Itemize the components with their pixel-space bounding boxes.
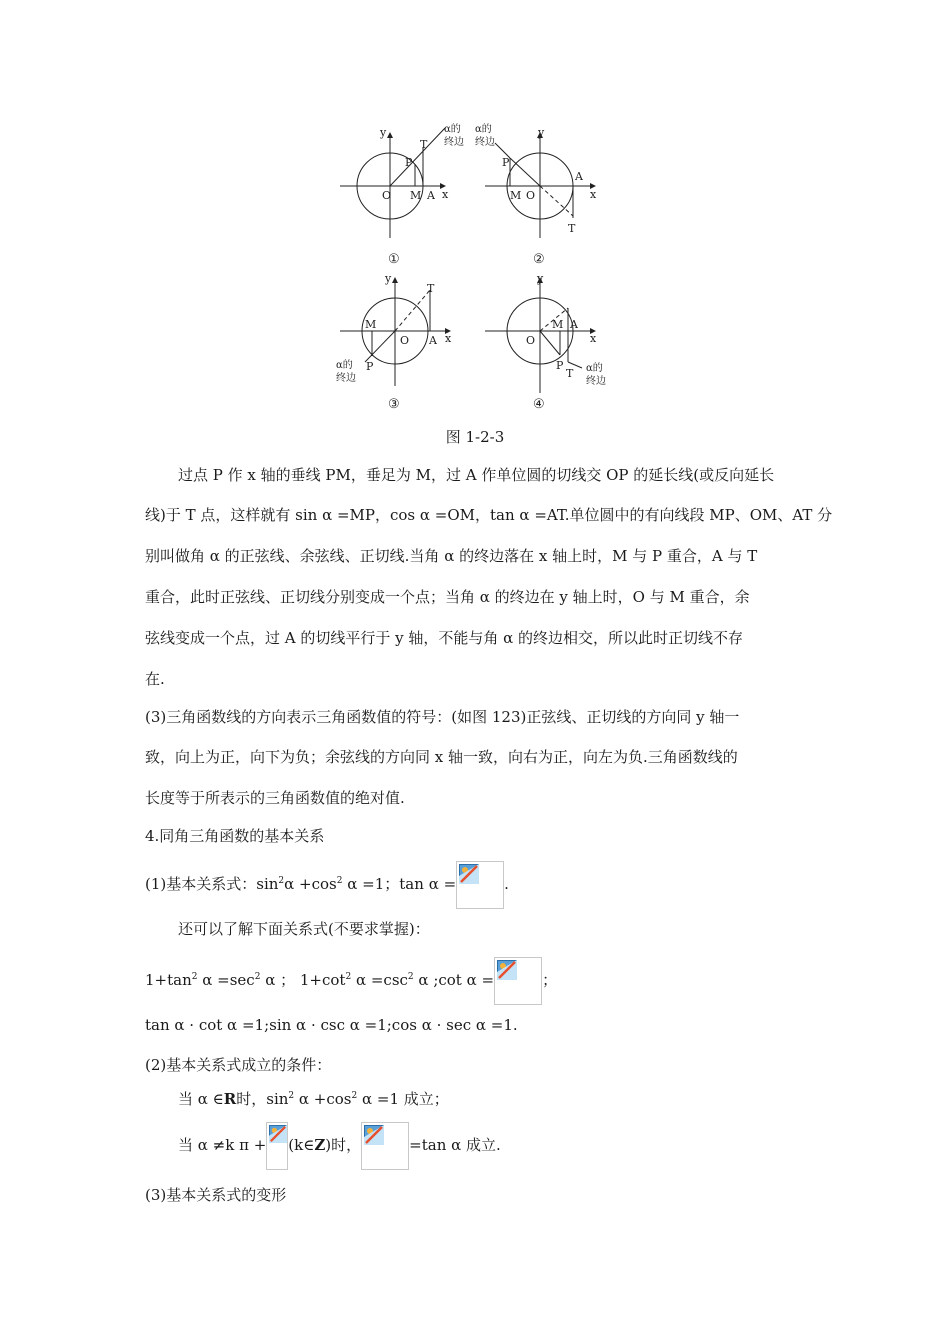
c1-b: 时，sin (236, 1090, 289, 1108)
p1-x-label: x (442, 188, 449, 201)
p3-x-label: x (445, 332, 452, 345)
period-1: . (504, 875, 509, 893)
r3-c: α ； 1+cot (260, 971, 346, 989)
formula-image-placeholder (494, 957, 542, 1005)
p3-O-label: O (400, 334, 410, 347)
para1-line6: 在. (145, 670, 165, 688)
para2-line2: 致，向上为正，向下为负；余弦线的方向同 x 轴一致，向右为正，向左为负.三角函数线的 (145, 748, 738, 766)
panel-4 (485, 278, 595, 393)
figure-caption: 图 1-2-3 (445, 428, 505, 446)
c2-d: =tan α 成立. (409, 1136, 501, 1154)
p1-y-label: y (380, 126, 387, 139)
p4-terminal-2: 终边 (586, 376, 606, 387)
reciprocal-line: tan α · cot α =1;sin α · csc α =1;cos α · sec α =1. (145, 1016, 518, 1034)
c1-c: α +cos (294, 1090, 352, 1108)
formula-image-placeholder (456, 861, 504, 909)
sq-7: 2 (288, 1091, 295, 1101)
section4-title: 4.同角三角函数的基本关系 (145, 827, 325, 845)
transform-title: (3)基本关系式的变形 (145, 1186, 287, 1204)
sq-5: 2 (345, 972, 352, 982)
para2-line3: 长度等于所表示的三角函数值的绝对值. (145, 789, 405, 807)
p2-O-label: O (526, 189, 536, 202)
para1-line4: 重合，此时正弦线、正切线分别变成一个点；当角 α 的终边在 y 轴上时，O 与 M 重合，余 (145, 588, 750, 606)
p4-A-label: A (570, 318, 578, 331)
p3-T-label: T (427, 282, 435, 295)
formula-image-placeholder (361, 1122, 409, 1170)
p2-terminal-2: 终边 (475, 137, 495, 148)
p3-number: ③ (388, 397, 400, 412)
panel-1 (340, 128, 445, 238)
r3-f: ； (542, 971, 558, 989)
p2-x-label: x (590, 188, 597, 201)
p2-P-label: P (502, 156, 510, 169)
sq-8: 2 (351, 1091, 358, 1101)
p1-P-label: P (405, 156, 413, 169)
para1-line2: 线)于 T 点，这样就有 sin α =MP，cos α =OM，tan α =AT.单位圆中的有向线段 MP、OM、AT 分 (145, 506, 833, 524)
p3-A-label: A (429, 334, 437, 347)
also-line: 还可以了解下面关系式(不要求掌握)： (178, 920, 430, 938)
broken-image-icon (364, 1125, 384, 1145)
panel-2 (485, 133, 595, 238)
p4-M-label: M (552, 318, 564, 331)
p1-T-label: T (420, 138, 428, 151)
broken-image-icon (497, 960, 517, 980)
extra-relations-line (145, 952, 557, 1002)
formula-image-placeholder (266, 1122, 288, 1170)
p4-number: ④ (533, 397, 545, 412)
tan-text: tan (399, 875, 424, 893)
p1-number: ① (388, 252, 400, 267)
p2-number: ② (533, 252, 545, 267)
r3-e: α ;cot α = (413, 971, 495, 989)
c1-a: 当 α ∈ (178, 1090, 224, 1108)
p2-terminal-1: α的 (475, 124, 492, 135)
p1-O-label: O (382, 189, 392, 202)
p3-terminal-1: α的 (336, 360, 353, 371)
p3-terminal-2: 终边 (336, 373, 356, 384)
eq-1: α = (423, 875, 457, 893)
p4-y-label: y (537, 272, 544, 285)
p4-T-label: T (566, 367, 574, 380)
p2-M-label: M (510, 189, 522, 202)
c2-c: )时， (325, 1136, 362, 1154)
sq-1: 2 (278, 876, 285, 886)
sq-3: 2 (191, 972, 198, 982)
basic-relation-line: (1)基本关系式：$\sin^2\alpha +\cos^2$ α =1；tan α = . (145, 856, 509, 906)
cos-text: cos (311, 875, 337, 893)
p4-x-label: x (590, 332, 597, 345)
c1-d: α =1 成立； (357, 1090, 449, 1108)
broken-image-icon (459, 864, 479, 884)
unit-circle-figure (330, 118, 620, 418)
p4-O-label: O (526, 334, 536, 347)
p2-T-label: T (568, 222, 576, 235)
integer-set: Z (314, 1136, 326, 1154)
p3-y-label: y (385, 272, 392, 285)
p2-A-label: A (575, 170, 583, 183)
basic-tail: α =1； (342, 875, 400, 893)
condition-2 (178, 1120, 501, 1170)
basic-label: (1)基本关系式： (145, 875, 257, 893)
broken-image-icon (269, 1125, 287, 1143)
p1-terminal-1: α的 (444, 124, 461, 135)
p4-terminal-1: α的 (586, 363, 603, 374)
p3-M-label: M (365, 318, 377, 331)
p4-P-label: P (556, 359, 564, 372)
alpha-1: α (284, 875, 295, 893)
para1-line3: 别叫做角 α 的正弦线、余弦线、正切线.当角 α 的终边落在 x 轴上时，M 与 P 重合，A 与 T (145, 547, 758, 565)
sin-text: sin (256, 875, 279, 893)
conditions-title: (2)基本关系式成立的条件： (145, 1056, 332, 1074)
para1-line1: 过点 P 作 x 轴的垂线 PM，垂足为 M，过 A 作单位圆的切线交 OP 的延长线(或反向延长 (178, 466, 775, 484)
p3-P-label: P (366, 360, 374, 373)
para2-line1: (3)三角函数线的方向表示三角函数值的符号：(如图 123)正弦线、正切线的方向同 y 轴一 (145, 708, 740, 726)
p1-M-label: M (410, 189, 422, 202)
p1-A-label: A (427, 189, 435, 202)
condition-1 (178, 1088, 449, 1109)
sq-6: 2 (407, 972, 414, 982)
r3-d: α =csc (351, 971, 408, 989)
para1-line5: 弦线变成一个点，过 A 的切线平行于 y 轴，不能与角 α 的终边相交，所以此时正切线不存 (145, 629, 744, 647)
p1-terminal-2: 终边 (444, 137, 464, 148)
c2-a: 当 α ≠k π + (178, 1136, 267, 1154)
c2-b: (k∈ (288, 1136, 315, 1154)
r3-a: 1+tan (145, 971, 192, 989)
real-set: R (223, 1090, 237, 1108)
p2-y-label: y (538, 126, 545, 139)
r3-b: α =sec (197, 971, 255, 989)
sq-4: 2 (254, 972, 261, 982)
sq-2: 2 (336, 876, 343, 886)
